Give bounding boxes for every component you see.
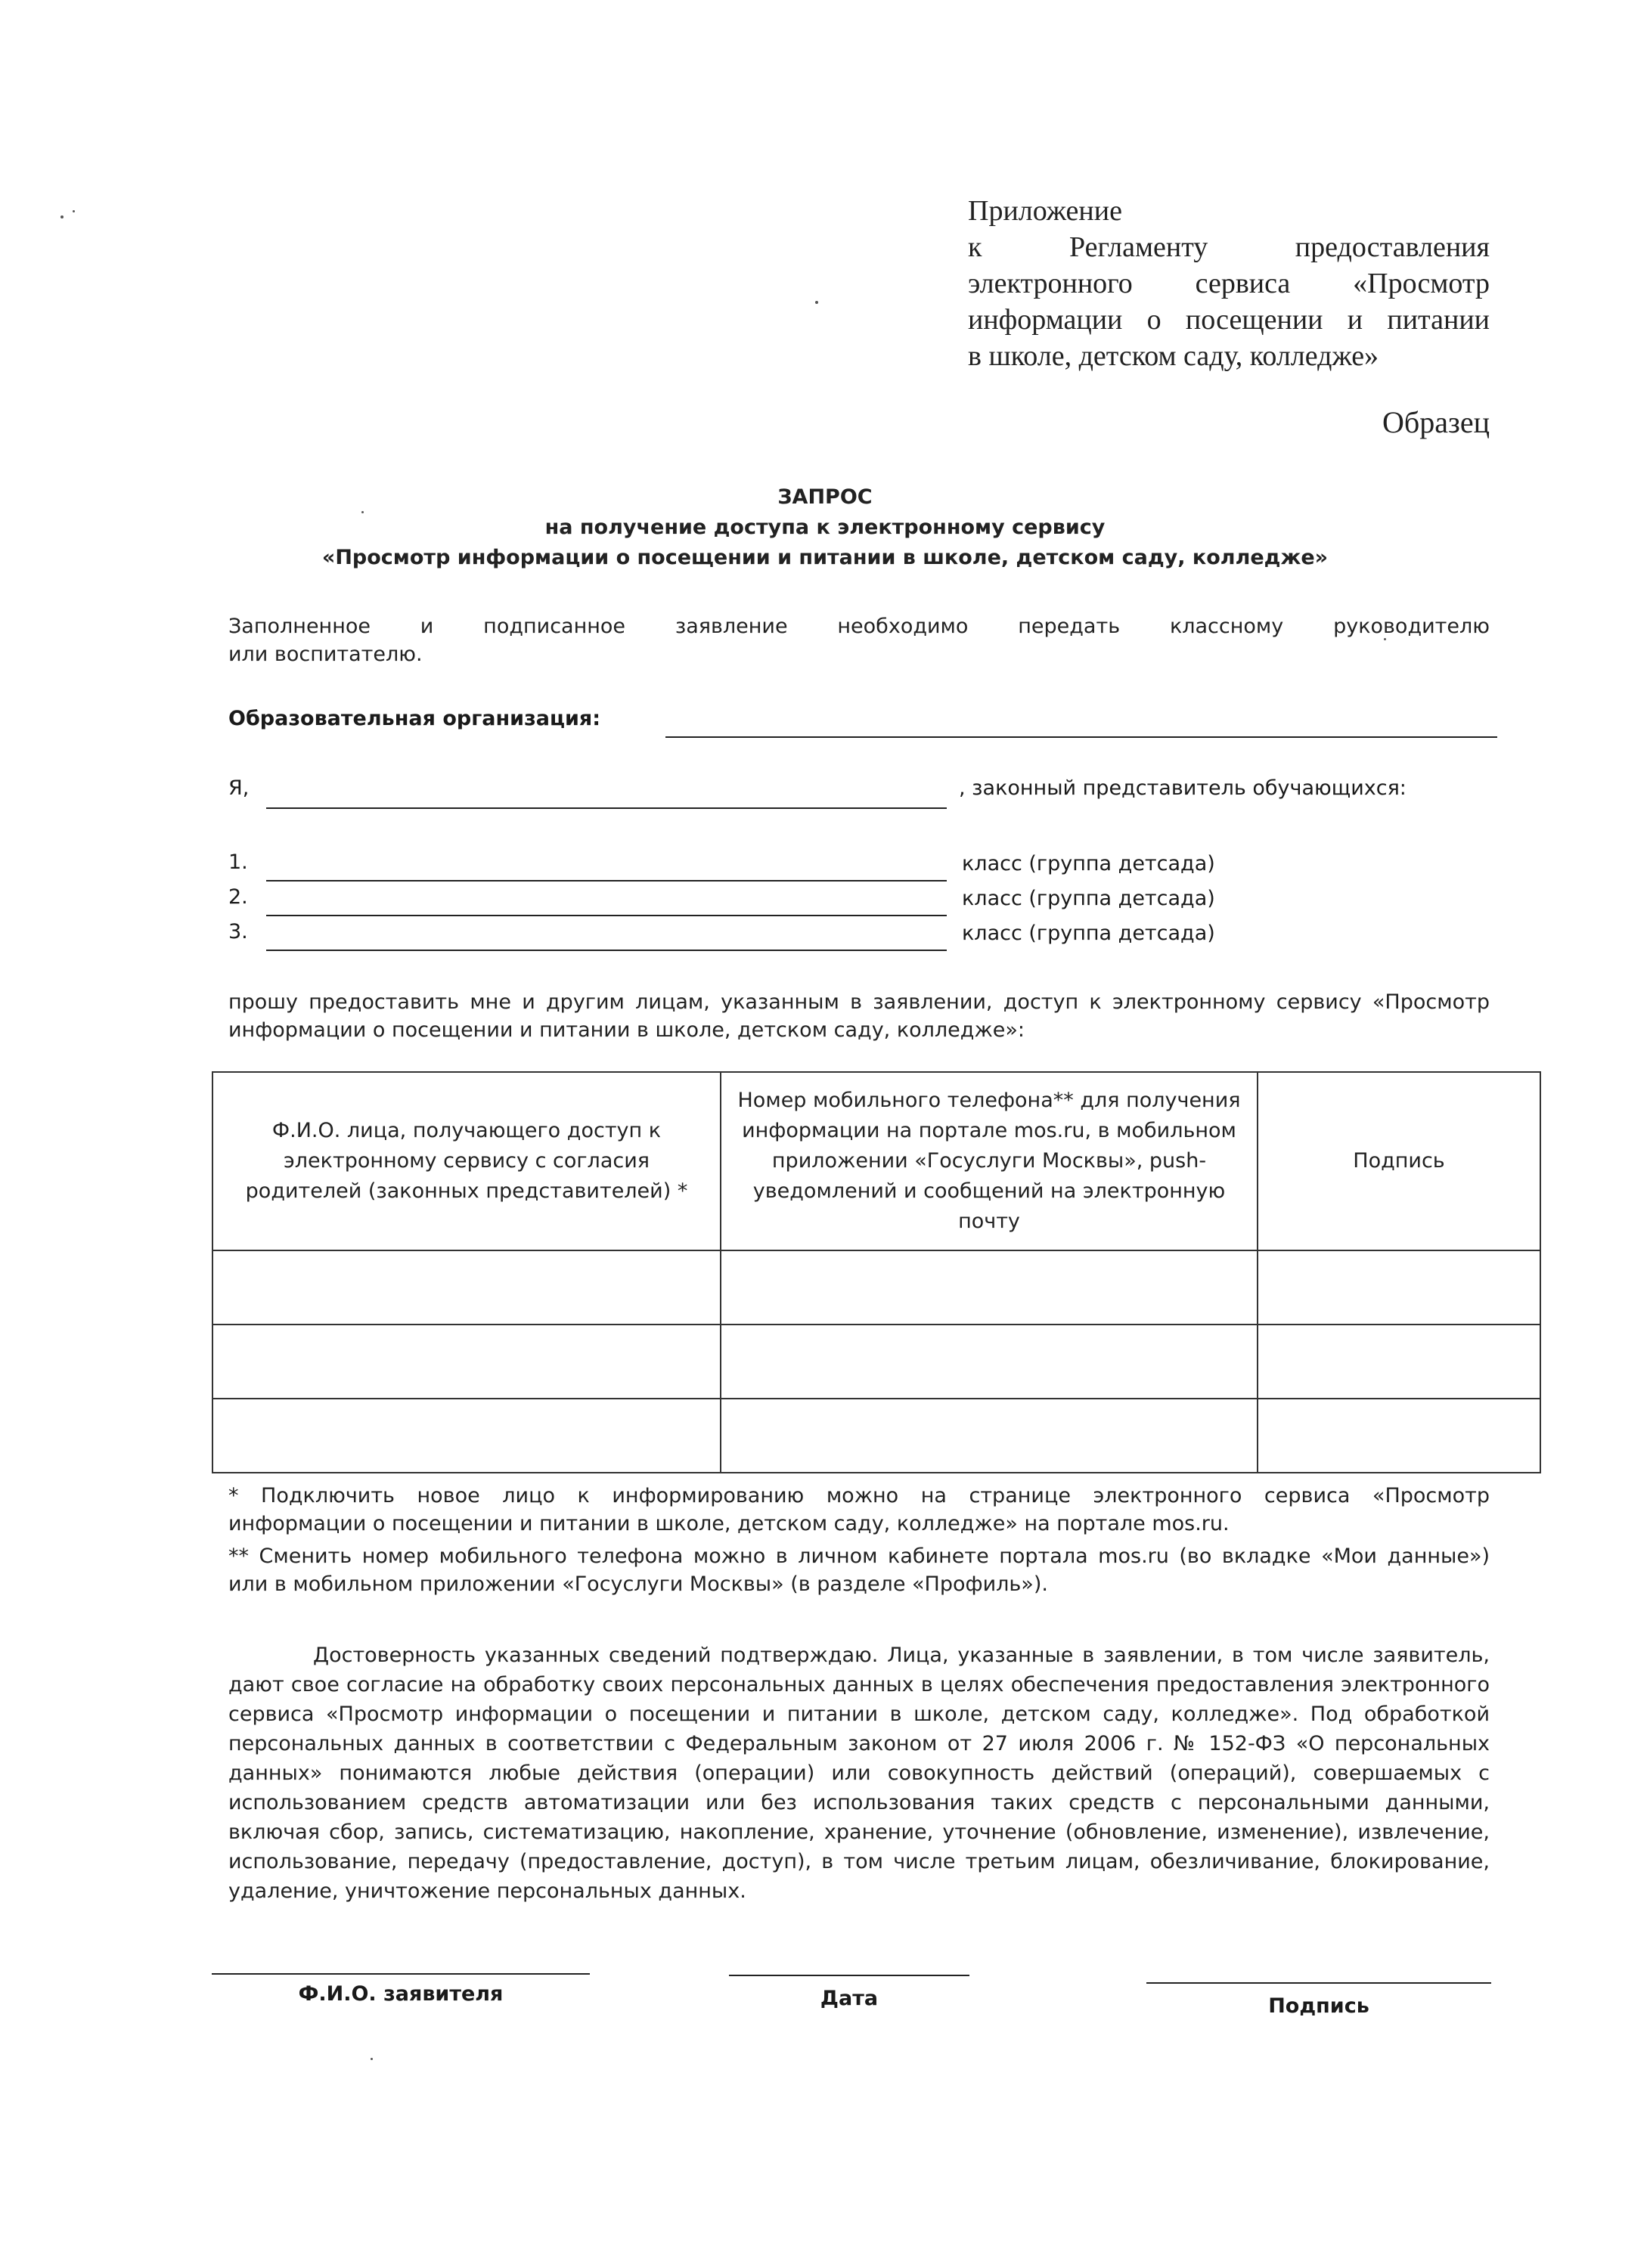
applicant-name-field[interactable] bbox=[266, 807, 947, 809]
organization-field[interactable] bbox=[665, 736, 1497, 738]
service-name: «Просмотр информации о посещении и питании в школе, детском саду, колледже» bbox=[321, 546, 1329, 569]
request-paragraph: прошу предоставить мне и другим лицам, указанным в заявлении, доступ к электронному сервису «Просмотр информации о посещении и питании в школе, детском саду, колледже»: bbox=[228, 990, 1490, 1042]
student-name-field[interactable] bbox=[266, 950, 947, 951]
signature-field[interactable] bbox=[1146, 1982, 1491, 1984]
sample-label: Образец bbox=[1382, 405, 1490, 439]
date-field[interactable] bbox=[729, 1975, 969, 1976]
signature-cell[interactable] bbox=[1258, 1325, 1540, 1399]
full-name-cell[interactable] bbox=[212, 1325, 721, 1399]
full-name-cell[interactable] bbox=[212, 1250, 721, 1325]
column-header-signature: Подпись bbox=[1258, 1072, 1540, 1250]
student-number: 1. bbox=[228, 850, 248, 874]
table-row bbox=[212, 1250, 1540, 1325]
student-class-label: класс (группа детсада) bbox=[962, 887, 1215, 910]
scan-speck bbox=[1384, 638, 1386, 640]
table-row bbox=[212, 1399, 1540, 1473]
scan-speck bbox=[371, 2058, 373, 2060]
document-subtitle: на получение доступа к электронному сервису bbox=[544, 516, 1106, 539]
appendix-line: Приложение bbox=[968, 195, 1122, 227]
phone-cell[interactable] bbox=[721, 1399, 1258, 1473]
column-header-full-name: Ф.И.О. лица, получающего доступ к электронному сервису с согласия родителей (законных представителей) * bbox=[212, 1072, 721, 1250]
signature-label: Подпись bbox=[1268, 1994, 1369, 2018]
phone-cell[interactable] bbox=[721, 1250, 1258, 1325]
date-label: Дата bbox=[820, 1987, 879, 2010]
appendix-line: электронного сервиса «Просмотр bbox=[968, 268, 1490, 299]
footnote-1-line-2: информации о посещении и питании в школе, детском саду, колледже» на портале mos.ru. bbox=[228, 1512, 1230, 1535]
scan-speck bbox=[815, 301, 818, 304]
organization-label: Образовательная организация: bbox=[228, 707, 601, 730]
signature-cell[interactable] bbox=[1258, 1399, 1540, 1473]
scan-speck bbox=[361, 511, 364, 513]
student-number: 2. bbox=[228, 885, 248, 909]
appendix-line: к Регламенту предоставления bbox=[968, 231, 1490, 263]
legal-representative-label: , законный представитель обучающихся: bbox=[959, 776, 1407, 800]
student-class-label: класс (группа детсада) bbox=[962, 922, 1215, 945]
signature-cell[interactable] bbox=[1258, 1250, 1540, 1325]
scan-speck bbox=[60, 215, 64, 218]
phone-cell[interactable] bbox=[721, 1325, 1258, 1399]
scan-speck bbox=[73, 210, 75, 212]
student-number: 3. bbox=[228, 920, 248, 943]
table-header-row bbox=[212, 1072, 1540, 1250]
full-name-cell[interactable] bbox=[212, 1399, 721, 1473]
intro-line-1: Заполненное и подписанное заявление необходимо передать классному руководителю bbox=[228, 615, 1490, 638]
appendix-note bbox=[968, 193, 1490, 374]
applicant-prefix: Я, bbox=[228, 776, 250, 800]
student-class-label: класс (группа детсада) bbox=[962, 852, 1215, 875]
student-name-field[interactable] bbox=[266, 915, 947, 916]
applicant-name-signature-field[interactable] bbox=[212, 1973, 590, 1975]
consent-paragraph: Достоверность указанных сведений подтверждаю. Лица, указанные в заявлении, в том числе заявитель, дают свое согласие на обработку своих персональных данных в целях обеспечения предоставления электронного сервиса «Просмотр информации о посещении и питании в школе, детском саду, колледже». Под обработкой персональных данных в соответствии с Федеральным законом от 27 июля 2006 г. № 152-ФЗ «О персональных данных» понимаются любые действия (операции) или совокупность действий (операций), совершаемых с использованием средств автоматизации или без использования таких средств с персональными данными, включая сбор, запись, систематизацию, накопление, хранение, уточнение (обновление, изменение), извлечение, использование, передачу (предоставление, доступ), в том числе третьим лицам, обезличивание, блокирование, удаление, уничтожение персональных данных. bbox=[228, 1644, 1490, 1903]
footnote-1 bbox=[228, 1482, 1490, 1538]
footnote-2-line-2: или в мобильном приложении «Госуслуги Москвы» (в разделе «Профиль»). bbox=[228, 1572, 1048, 1596]
appendix-line: в школе, детском саду, колледже» bbox=[968, 340, 1379, 372]
student-name-field[interactable] bbox=[266, 880, 947, 881]
appendix-line: информации о посещении и питании bbox=[968, 304, 1490, 336]
footnote-1-line-1: * Подключить новое лицо к информированию можно на странице электронного сервиса «Просмотр bbox=[228, 1484, 1490, 1507]
footnote-2 bbox=[228, 1542, 1490, 1598]
footnote-2-line-1: ** Сменить номер мобильного телефона можно в личном кабинете портала mos.ru (во вкладке «Мои данные») bbox=[228, 1545, 1490, 1568]
table-row bbox=[212, 1325, 1540, 1399]
applicant-name-label: Ф.И.О. заявителя bbox=[298, 1982, 504, 2006]
intro-instruction bbox=[228, 612, 1490, 668]
intro-line-2: или воспитателю. bbox=[228, 643, 423, 666]
access-persons-table bbox=[212, 1071, 1541, 1473]
document-title: ЗАПРОС bbox=[777, 485, 873, 509]
column-header-phone: Номер мобильного телефона** для получения информации на портале mos.ru, в мобильном приложении «Госуслуги Москвы», push-уведомлений и сообщений на электронную почту bbox=[721, 1072, 1258, 1250]
